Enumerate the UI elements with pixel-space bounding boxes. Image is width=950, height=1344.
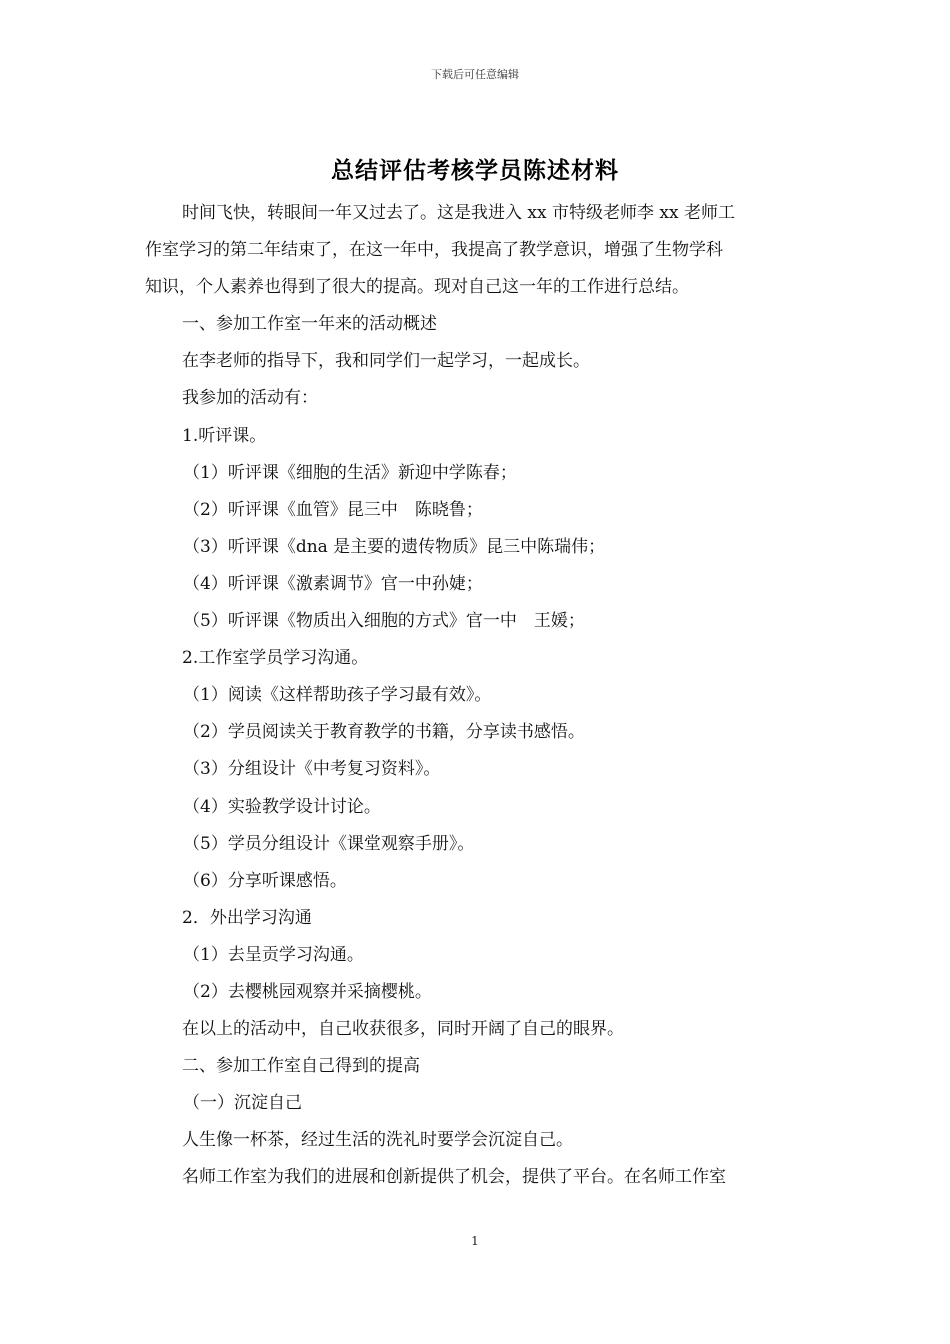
intro-paragraph-line-3: 知识，个人素养也得到了很大的提高。现对自己这一年的工作进行总结。 — [145, 277, 689, 298]
section-1-heading: 一、参加工作室一年来的活动概述 — [182, 314, 437, 335]
intro-paragraph-line-1: 时间飞快，转眼间一年又过去了。这是我进入 xx 市特级老师李 xx 老师工 — [182, 203, 735, 223]
activity-3-heading: 2．外出学习沟通 — [182, 907, 312, 928]
intro-paragraph-line-2: 作室学习的第二年结束了，在这一年中，我提高了教学意识，增强了生物学科 — [145, 240, 723, 261]
activity-1-item-4: （4）听评课《激素调节》官一中孙婕； — [183, 573, 483, 594]
activity-2-item-3: （3）分组设计《中考复习资料》。 — [183, 759, 441, 780]
activity-2-item-4: （4）实验教学设计讨论。 — [183, 796, 381, 817]
activities-label: 我参加的活动有： — [182, 388, 318, 409]
document-title: 总结评估考核学员陈述材料 — [331, 157, 619, 184]
activity-1-item-3: （3）听评课《dna 是主要的遗传物质》昆三中陈瑞伟； — [183, 536, 606, 557]
section-1-intro: 在李老师的指导下，我和同学们一起学习，一起成长。 — [182, 351, 590, 372]
activity-3-item-1: （1）去呈贡学习沟通。 — [183, 944, 364, 965]
page-number: 1 — [471, 1234, 479, 1248]
activity-3-item-2: （2）去樱桃园观察并采摘樱桃。 — [183, 981, 432, 1002]
activity-1-item-1: （1）听评课《细胞的生活》新迎中学陈春； — [183, 462, 517, 483]
activity-2-item-2: （2）学员阅读关于教育教学的书籍，分享读书感悟。 — [183, 722, 585, 743]
activity-1-item-5: （5）听评课《物质出入细胞的方式》官一中 王媛； — [183, 611, 585, 632]
section-2-subheading-1: （一）沉淀自己 — [183, 1093, 302, 1114]
activity-1-heading: 1.听评课。 — [182, 425, 267, 446]
activity-2-item-6: （6）分享听课感悟。 — [183, 870, 347, 891]
section-2-paragraph-1: 人生像一杯茶，经过生活的洗礼时要学会沉淀自己。 — [182, 1130, 573, 1151]
section-1-summary: 在以上的活动中，自己收获很多，同时开阔了自己的眼界。 — [182, 1019, 624, 1040]
section-2-paragraph-2: 名师工作室为我们的进展和创新提供了机会，提供了平台。在名师工作室 — [182, 1167, 726, 1188]
activity-2-item-1: （1）阅读《这样帮助孩子学习最有效》。 — [183, 685, 492, 706]
activity-2-item-5: （5）学员分组设计《课堂观察手册》。 — [183, 833, 475, 854]
section-2-heading: 二、参加工作室自己得到的提高 — [182, 1056, 420, 1077]
page-header-note: 下载后可任意编辑 — [431, 68, 519, 81]
activity-1-item-2: （2）听评课《血管》昆三中 陈晓鲁； — [183, 499, 483, 520]
activity-2-heading: 2.工作室学员学习沟通。 — [182, 648, 369, 669]
document-body — [145, 195, 810, 1197]
